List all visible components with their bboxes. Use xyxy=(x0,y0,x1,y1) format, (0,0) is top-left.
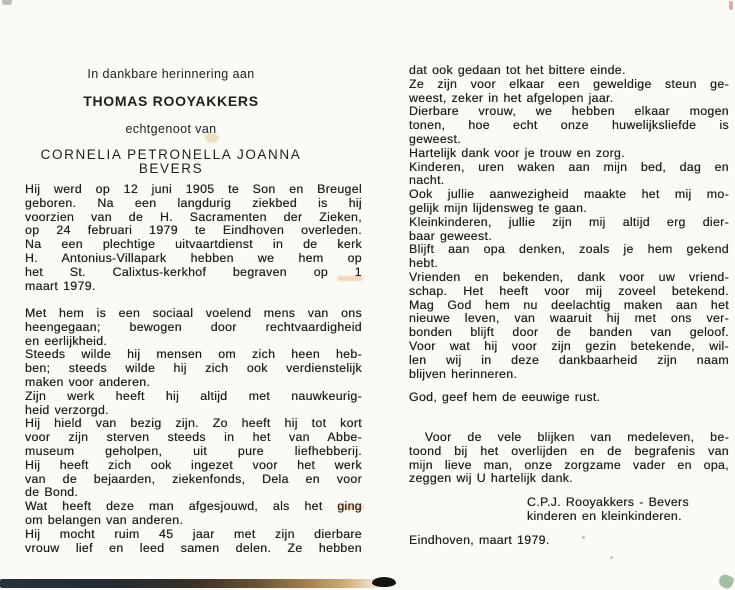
text-line: toond bij het overlijden en de begrafenis van xyxy=(409,443,729,458)
text-line: op 24 februari 1979 te Eindhoven overleden. xyxy=(25,223,362,238)
text-line: Hartelijk dank voor je trouw en zorg. xyxy=(409,145,625,160)
text-line: nacht. xyxy=(409,173,445,188)
text-line: om belangen van anderen. xyxy=(25,512,184,527)
text-line: zeggen wij U hartelijk dank. xyxy=(409,471,574,486)
text-line: Hij heeft zich ook ingezet voor het werk xyxy=(25,457,362,472)
biography-paragraph xyxy=(25,183,362,293)
signature-name: C.P.J. Rooyakkers - Bevers xyxy=(527,495,689,509)
text-line: de Bond. xyxy=(25,485,79,500)
deceased-name: THOMAS ROOYAKKERS xyxy=(83,93,259,109)
text-line: heid verzorgd. xyxy=(25,402,109,417)
text-line: en eerlijkheid. xyxy=(25,333,108,348)
text-line: Na een plechtige uitvaartdienst in de kerk xyxy=(25,237,362,252)
paper-speck xyxy=(610,556,613,559)
text-line: Voor wat hij voor zijn gezin betekende, wil- xyxy=(409,338,729,353)
text-line: tonen, hoe echt onze huwelijksliefde is xyxy=(409,118,729,133)
text-line: Ze zijn voor elkaar een geweldige steun ge- xyxy=(409,76,729,91)
farewell-paragraph xyxy=(409,64,729,381)
text-line: maart 1979. xyxy=(25,278,96,293)
text-line: Hij werd op 12 juni 1905 te Son en Breugel xyxy=(25,182,362,196)
text-line: Wat heeft deze man afgesjouwd, als het ging xyxy=(25,499,362,514)
scan-edge-band xyxy=(0,579,398,588)
paper-speck xyxy=(582,536,585,539)
text-line: Steeds wilde hij mensen om zich heen heb- xyxy=(25,347,362,362)
signature-block xyxy=(527,496,689,524)
text-line: Met hem is een sociaal voelend mens van ons xyxy=(25,306,362,320)
text-line: voor zijn sterven steeds in het van Abbe- xyxy=(25,430,362,445)
scan-mark-top-right xyxy=(729,1,733,10)
text-line: Voor de vele blijken van medeleven, be- xyxy=(409,430,729,444)
text-line: heengegaan; bewogen door rechtvaardigheid xyxy=(25,319,362,334)
text-line: dat ook gedaan tot het bittere einde. xyxy=(409,63,626,77)
text-line: museum geholpen, uit pure liefhebberij. xyxy=(25,443,362,458)
text-line: hebt. xyxy=(409,256,439,271)
place-date: Eindhoven, maart 1979. xyxy=(409,533,550,547)
text-line: len wij in deze dankbaarheid zijn naam xyxy=(409,352,729,367)
relation-line: echtgenoot van xyxy=(125,122,217,136)
prayer-line: God, geef hem de eeuwige rust. xyxy=(409,390,601,404)
text-line: nieuwe leven, van waaruit hij met ons ver- xyxy=(409,311,729,326)
intro-line: In dankbare herinnering aan xyxy=(87,67,255,81)
text-line: Ook jullie aanwezigheid maakte het mij mo- xyxy=(409,187,729,202)
acknowledgement-paragraph xyxy=(409,431,729,486)
text-line: schap. Het heeft voor mij zoveel betekend. xyxy=(409,283,729,298)
text-line: Dierbare vrouw, we hebben elkaar mogen xyxy=(409,104,729,119)
text-line: van de bejaarden, ziekenfonds, Dela en voor xyxy=(25,471,362,486)
text-line: bonden blijft door de banden van geloof. xyxy=(409,325,729,340)
text-line: Hij hield van bezig zijn. Zo heeft hij tot kort xyxy=(25,416,362,431)
scan-edge-blob xyxy=(372,577,396,587)
text-line: vrouw lief en leed samen delen. Ze hebben xyxy=(25,540,362,555)
text-line: H. Antonius-Villapark hebben we hem op xyxy=(25,250,362,265)
text-line: Zijn werk heeft hij altijd met nauwkeurig- xyxy=(25,388,362,403)
text-line: geboren. Na een langdurig ziekbed is hij xyxy=(25,195,362,210)
spouse-name-line1: CORNELIA PETRONELLA JOANNA xyxy=(40,147,302,162)
text-line: Hij mocht ruim 45 jaar met zijn dierbare xyxy=(25,526,362,541)
text-line: Vrienden en bekenden, dank voor uw vriend- xyxy=(409,269,729,284)
spouse-name-line2: BEVERS xyxy=(138,160,204,176)
text-line: geweest. xyxy=(409,131,461,146)
text-line: Kinderen, uren waken aan mijn bed, dag en xyxy=(409,159,729,174)
text-line: ben; steeds wilde hij zich ook verdienstelijk xyxy=(25,361,362,376)
text-line: weest, zeker in het afgelopen jaar. xyxy=(409,90,614,105)
spouse-name xyxy=(25,148,317,175)
scan-mark-bottom-right xyxy=(717,573,735,590)
text-line: Blijft aan opa denken, zoals je hem gekend xyxy=(409,242,729,257)
text-line: gelijk mijn lijdensweg te gaan. xyxy=(409,200,588,215)
text-line: blijven herinneren. xyxy=(409,366,518,381)
text-line: Kleinkinderen, jullie zijn mij altijd erg dier- xyxy=(409,214,729,229)
signature-family: kinderen en kleinkinderen. xyxy=(527,508,682,523)
text-line: Mag God hem nu deelachtig maken aan het xyxy=(409,297,729,312)
text-line: baar geweest. xyxy=(409,228,492,243)
text-line: voorzien van de H. Sacramenten der Zieken, xyxy=(25,209,362,224)
scan-mark-top-left xyxy=(2,0,12,5)
text-line: het St. Calixtus-kerkhof begraven op 1 xyxy=(25,264,362,279)
tribute-paragraph xyxy=(25,307,362,555)
text-line: maken voor anderen. xyxy=(25,374,151,389)
text-line: mijn lieve man, onze zorgzame vader en opa, xyxy=(409,457,729,472)
